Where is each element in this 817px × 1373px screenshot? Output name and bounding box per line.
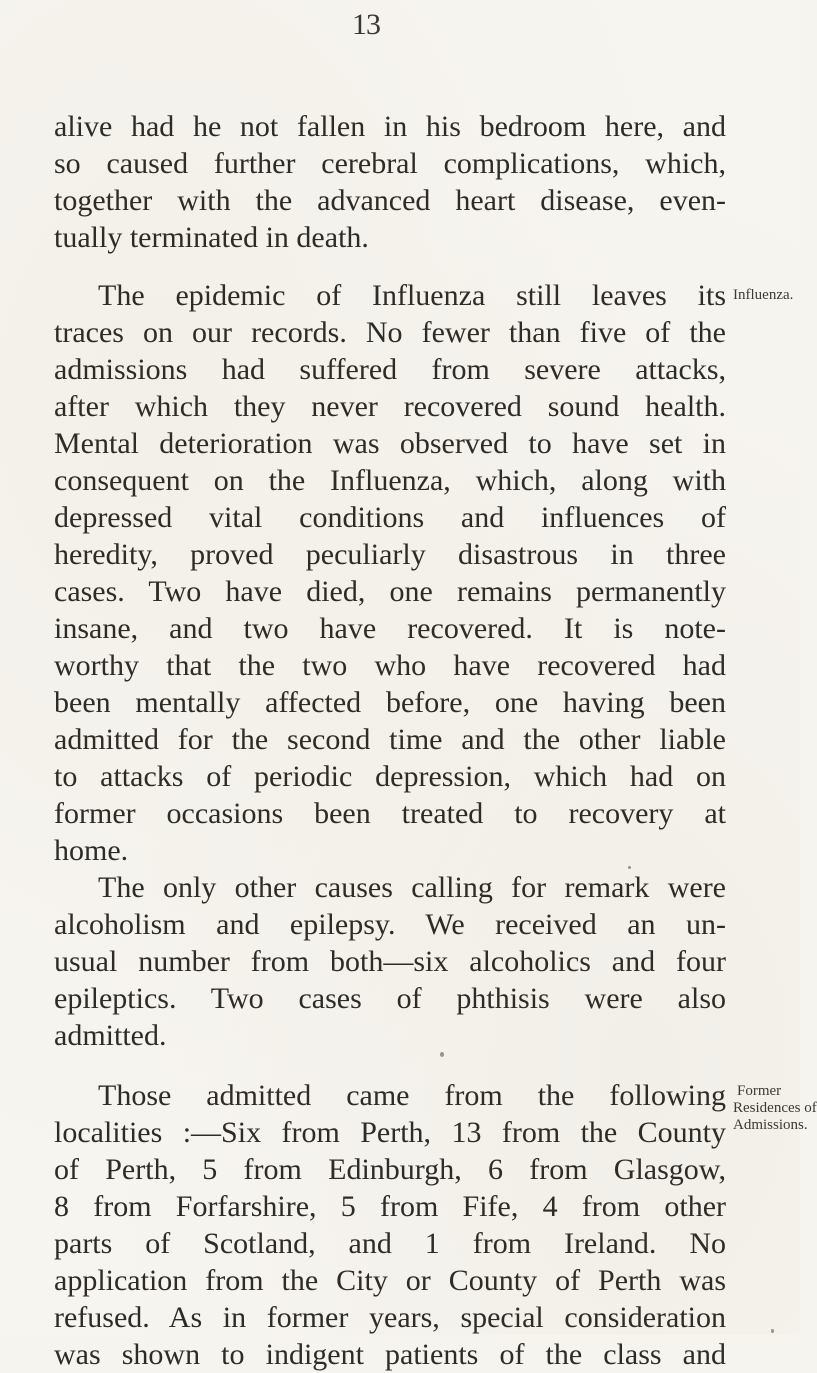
page-number: 13 <box>352 8 380 41</box>
text-line: admitted. <box>54 1019 167 1052</box>
text-line: cases. Two have died, one remains permanently <box>54 575 726 608</box>
text-line: localities :—Six from Perth, 13 from the County <box>54 1116 726 1149</box>
text-line: home. <box>54 834 129 867</box>
margin-note-former: Former <box>737 1083 782 1099</box>
text-line: heredity, proved peculiarly disastrous in three <box>54 538 726 571</box>
text-line: depressed vital conditions and influences of <box>54 501 726 534</box>
text-line: The epidemic of Influenza still leaves its <box>98 279 726 312</box>
paper-speck <box>628 866 631 869</box>
text-line: worthy that the two who have recovered had <box>54 649 726 682</box>
text-line: former occasions been treated to recovery at <box>54 797 726 830</box>
text-line: alive had he not fallen in his bedroom here, and <box>54 110 726 143</box>
text-line: Those admitted came from the following <box>98 1079 726 1112</box>
text-line: alcoholism and epilepsy. We received an un- <box>54 908 726 941</box>
margin-note-residences-of: Residences of <box>733 1100 817 1116</box>
text-line: consequent on the Influenza, which, along with <box>54 464 726 497</box>
text-line: refused. As in former years, special consideration <box>54 1301 726 1334</box>
text-line: to attacks of periodic depression, which had on <box>54 760 726 793</box>
paper-speck <box>771 1329 774 1333</box>
text-line: was shown to indigent patients of the class and <box>54 1338 726 1371</box>
text-line: together with the advanced heart disease, even- <box>54 184 726 217</box>
text-line: admitted for the second time and the other liable <box>54 723 726 756</box>
text-line: Mental deterioration was observed to have set in <box>54 427 726 460</box>
text-line: of Perth, 5 from Edinburgh, 6 from Glasgow, <box>54 1153 726 1186</box>
text-line: tually terminated in death. <box>54 221 369 254</box>
margin-note-admissions: Admissions. <box>733 1117 808 1133</box>
text-line: The only other causes calling for remark were <box>98 871 726 904</box>
text-line: insane, and two have recovered. It is note- <box>54 612 726 645</box>
text-line: traces on our records. No fewer than five of the <box>54 316 726 349</box>
text-line: usual number from both—six alcoholics and four <box>54 945 726 978</box>
text-line: application from the City or County of Perth was <box>54 1264 726 1297</box>
text-line: epileptics. Two cases of phthisis were also <box>54 982 726 1015</box>
text-line: parts of Scotland, and 1 from Ireland. No <box>54 1227 726 1260</box>
paper-speck <box>440 1052 444 1057</box>
text-line: after which they never recovered sound health. <box>54 390 726 423</box>
text-line: been mentally affected before, one having been <box>54 686 726 719</box>
text-line: admissions had suffered from severe attacks, <box>54 353 726 386</box>
text-line: 8 from Forfarshire, 5 from Fife, 4 from other <box>54 1190 726 1223</box>
margin-note-influenza: Influenza. <box>733 287 794 303</box>
text-line: so caused further cerebral complications, which, <box>54 147 726 180</box>
